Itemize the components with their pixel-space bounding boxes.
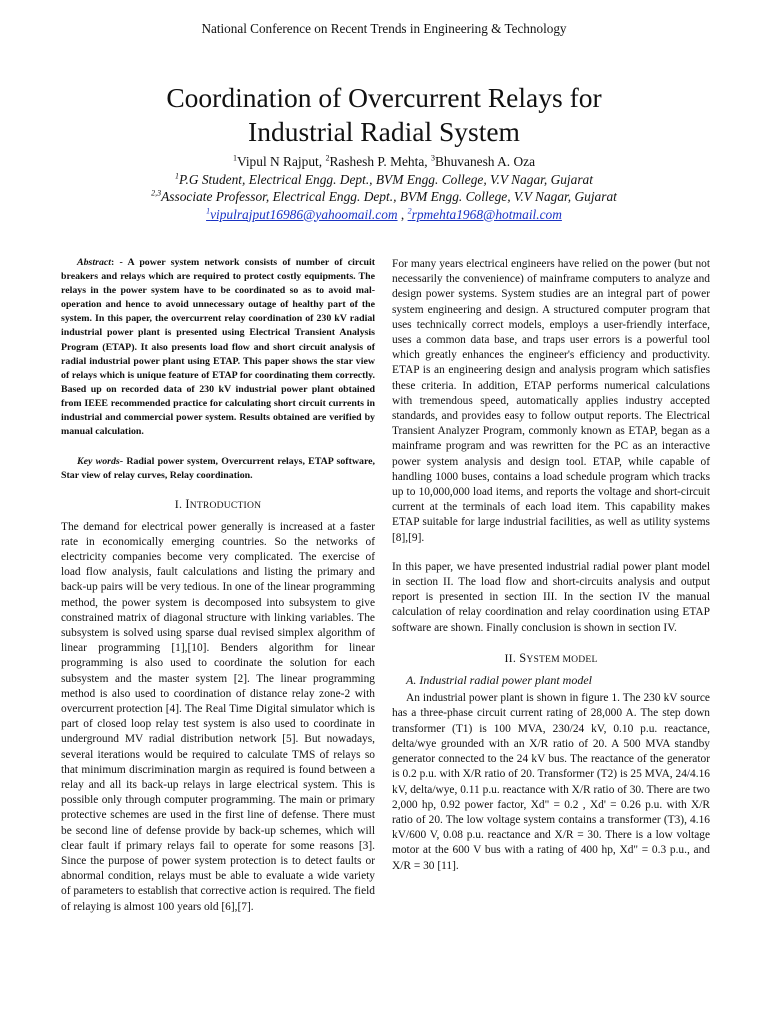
section-2-cap: S [519, 650, 527, 665]
keywords-lead: Key words [77, 456, 120, 468]
author-names [0, 153, 768, 171]
left-column [61, 256, 375, 915]
author-3-marker: 3 [430, 153, 435, 163]
title-line-2: Industrial Radial System [248, 116, 520, 147]
email-link-2[interactable] [408, 207, 562, 222]
author-2-marker: 2 [325, 153, 330, 163]
section-heading-introduction [61, 497, 375, 513]
affiliation-1 [0, 171, 768, 189]
section-1-cap: I [185, 497, 190, 512]
abstract-lead: Abstract [77, 257, 112, 268]
section-1-number: I. [174, 497, 183, 512]
keywords [61, 455, 375, 483]
affiliation-2 [0, 188, 768, 206]
introduction-paragraph: The demand for electrical power generally is increased at a faster rate in economically emerging countries. So the networks of electricity companies become very complicated. The exercise of load flow analysis, fault calculations and listing the primary and back-up pairs will be very tedious. In one of the linear programming method, the power system is decomposed into subsystem to give constrained matrix of diagonal structure with linking variables. The subsystem is solved using sparse dual revised simplex algorithm of linear programming [1],[10]. Benders algorithm for linear programming is also used to coordinate the solution for each subsystem and the master system [2]. The linear programming method is also used to coordination of distance relay zone-2 with overcurrent protection [4]. The Real Time Digital simulator which is part of closed loop relay test system is also used to coordinate in underground MV radial distribution network [5]. But nowadays, several iterations would be required to calculate TMS of relays so that minimum discrimination margin as required is found between a relay and all its back-up relays in large electrical system. This is possible only through computer programming. The main or primary protective schemes are used in the first line of defense. There must be second line of defense provide by back-up schemes, which will clear fault if primary relays fail to operate for some reasons [3]. Since the purpose of power system protection is to detect faults or abnormal condition, relays must be able to evaluate a wide variety of parameters to establish that corrective action is required. The field of relaying is almost 100 years old [6],[7]. [61, 520, 375, 913]
abstract-text: : - A power system network consists of number of circuit breakers and relays which are required to protect costly equipments. The relays in the power system have to be coordinated so as to avoid mal-operation and hence to avoid unnecessary outage of healthy part of the system. In this paper, the overcurrent relay coordination of 230 kV radial industrial power plant is presented using Electrical Transient Analysis Program (ETAP). It also presents load flow and short circuit analysis of radial industrial power plant using ETAP. This paper shows the star view of relays which is unique feature of ETAP for coordinating them correctly. Based up on recorded data of 230 kV industrial power plant obtained from IEEE recommended practice for calculating short circuit currents in industrial and commercial power system. Results obtained are verified by manual calculation. [61, 257, 375, 438]
affiliation-2-marker: 2,3 [151, 188, 162, 198]
author-emails [0, 206, 768, 224]
email-separator: , [397, 206, 408, 222]
paper-title [0, 81, 768, 149]
author-1-marker: 1 [232, 153, 237, 163]
section-2-number: II. [504, 650, 517, 665]
email-2-text: rpmehta1968@hotmail.com [411, 206, 562, 222]
conference-header: National Conference on Recent Trends in Engineering & Technology [201, 21, 567, 36]
author-1: Vipul N Rajput, [236, 154, 326, 169]
section-1-rest: NTRODUCTION [189, 500, 262, 512]
abstract [61, 256, 375, 439]
affiliation-1-text: P.G Student, Electrical Engg. Dept., BVM Engg. College, V.V Nagar, Gujarat [179, 171, 593, 187]
email-link-1[interactable] [206, 207, 398, 222]
author-block [0, 153, 768, 223]
email-2-marker: 2 [407, 206, 412, 216]
subsection-heading: A. Industrial radial power plant model [406, 673, 592, 688]
author-2: Rashesh P. Mehta, [329, 154, 431, 169]
title-line-1: Coordination of Overcurrent Relays for [166, 82, 602, 113]
keywords-text: - Radial power system, Overcurrent relays, ETAP software, Star view of relay curves, Relay coordination. [61, 456, 375, 482]
email-1-text: vipulrajput16986@yahoomail.com [210, 206, 398, 222]
section-heading-system-model [392, 651, 710, 667]
section-2-rest: YSTEM MODEL [526, 653, 598, 665]
system-model-paragraph: An industrial power plant is shown in figure 1. The 230 kV source has a three-phase circuit current rating of 28,000 A. The step down transformer (T1) is 100 MVA, 230/24 kV, 0.10 p.u. reactance, delta/wye grounded with an X/R ratio of 20. A 500 MVA standby generator connected to the 24 kV bus. The reactance of the generator is 0.2 p.u. with X/R ratio of 20. Transformer (T2) is 25 MVA, 24/4.16 kV, delta/wye, 0.11 p.u. reactance with X/R ratio of 30. There are two 2,000 hp, 0.92 power factor, Xd" = 0.2 , Xd' = 0.26 p.u. with X/R ratio of 20. The low voltage system contains a transformer (T3), 4.16 kV/600 V, 0.08 p.u. reactance and X/R = 30. There is a low voltage motor at the 600 V bus with a rating of 400 hp, Xd" = 0.3 p.u., and X/R = 30 [11]. [392, 692, 710, 872]
author-3: Bhuvanesh A. Oza [434, 154, 536, 169]
affiliation-1-marker: 1 [175, 171, 180, 181]
outline-paragraph: In this paper, we have presented industrial radial power plant model in section II. The load flow and short-circuits analysis and output report is presented in section III. In the section IV the manual calculation of relay coordination and relay coordination using ETAP software are shown. Finally conclusion is shown in section IV. [392, 560, 710, 634]
affiliation-2-text: Associate Professor, Electrical Engg. Dept., BVM Engg. College, V.V Nagar, Gujarat [161, 189, 617, 204]
right-column [392, 257, 710, 874]
etap-paragraph: For many years electrical engineers have relied on the power (but not necessarily the convenience) of mainframe computers to analyze and design power systems. System studies are an integral part of power system engineering and design. A structured computer program that uses technically correct models, employs a user-friendly interface, uses a common data base, and traps user errors is a powerful tool which greatly enhances the engineer's efficiency and productivity. ETAP is an engineering design and analysis program which satisfies these criteria. In addition, ETAP performs numerical calculations with tremendous speed, automatically applies industry accepted standards, and provides easy to follow output reports. The Electrical Transient Analyzer Program, commonly known as ETAP, began as a mainframe program and was rewritten for the PC as an interactive power system analysis and design tool. ETAP, while capable of handling 1000 buses, contains a load schedule program which tracks up to 10,000,000 load items, and reports the voltage and short-circuit current at the terminals of each load item. This capability makes ETAP suitable for large industrial facilities, as well as utility systems [8],[9]. [392, 258, 710, 544]
email-1-marker: 1 [206, 206, 211, 216]
